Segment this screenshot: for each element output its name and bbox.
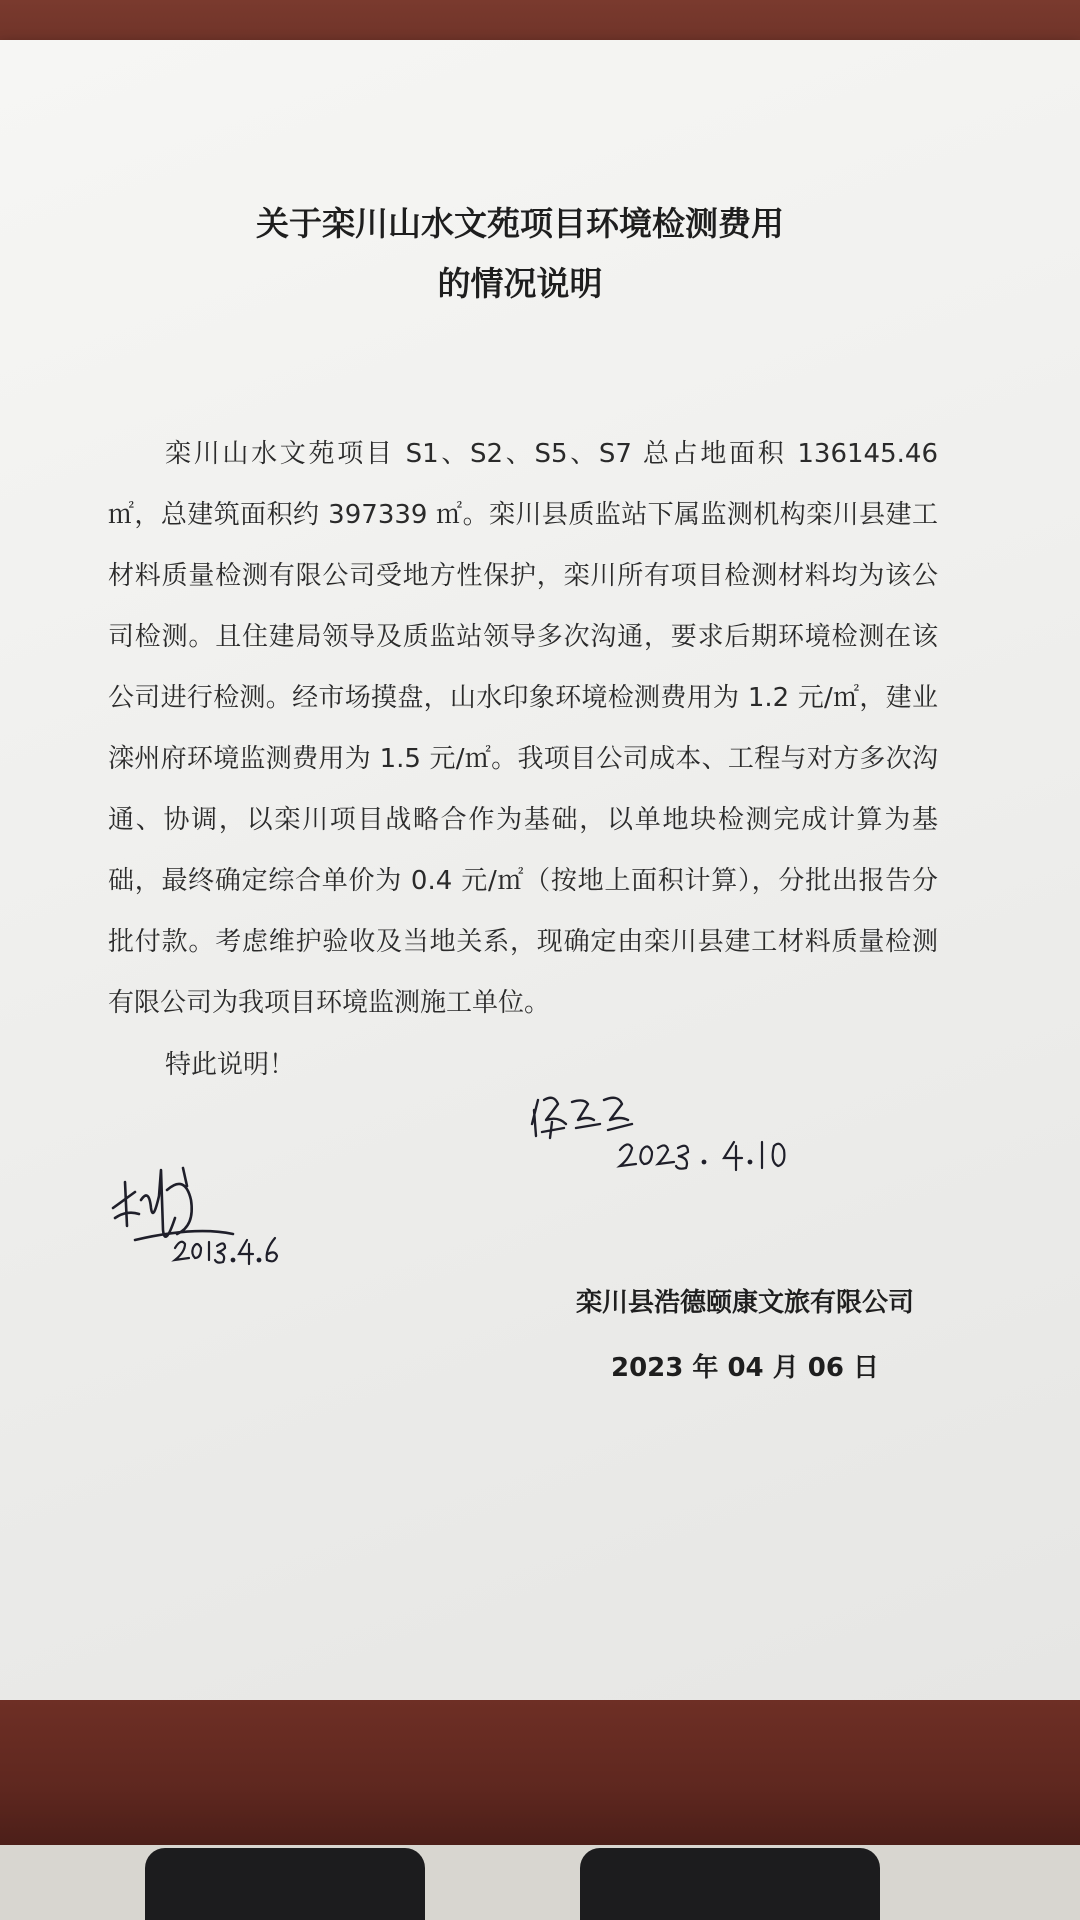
document-title-line-1: 关于栾川山水文苑项目环境检测费用 — [256, 204, 784, 243]
handwritten-signature-left — [105, 1130, 305, 1280]
handwritten-signature-right — [528, 1080, 828, 1190]
shoe-right — [580, 1848, 880, 1920]
issuing-company: 栾川县浩德颐康文旅有限公司 — [575, 1288, 914, 1318]
closing-remark: 特此说明！ — [165, 1050, 296, 1080]
document-body-paragraph: 栾川山水文苑项目 S1、S2、S5、S7 总占地面积 136145.46 ㎡，总建筑面积约 397339 ㎡。栾川县质监站下属监测机构栾川县建工材料质量检测有限公司受地方性保护，栾川所有项目检测材料均为该公司检测。且住建局领导及质监站领导多次沟通，要求后期环境检测在该公司进行检测。经市场摸盘，山水印象环境检测费用为 1.2 元/㎡，建业滦州府环境监测费用为 1.5 元/㎡。我项目公司成本、工程与对方多次沟通、协调，以栾川项目战略合作为基础，以单地块检测完成计算为基础，最终确定综合单价为 0.4 元/㎡（按地上面积计算），分批出报告分批付款。考虑维护验收及当地关系，现确定由栾川县建工材料质量检测有限公司为我项目环境监测施工单位。 — [108, 439, 938, 1018]
shoe-left — [145, 1848, 425, 1920]
desk-surface-bottom — [0, 1700, 1080, 1850]
issue-date: 2023 年 04 月 06 日 — [611, 1353, 879, 1383]
document-sheet — [0, 40, 1080, 1710]
document-title-line-2: 的情况说明 — [437, 264, 603, 303]
